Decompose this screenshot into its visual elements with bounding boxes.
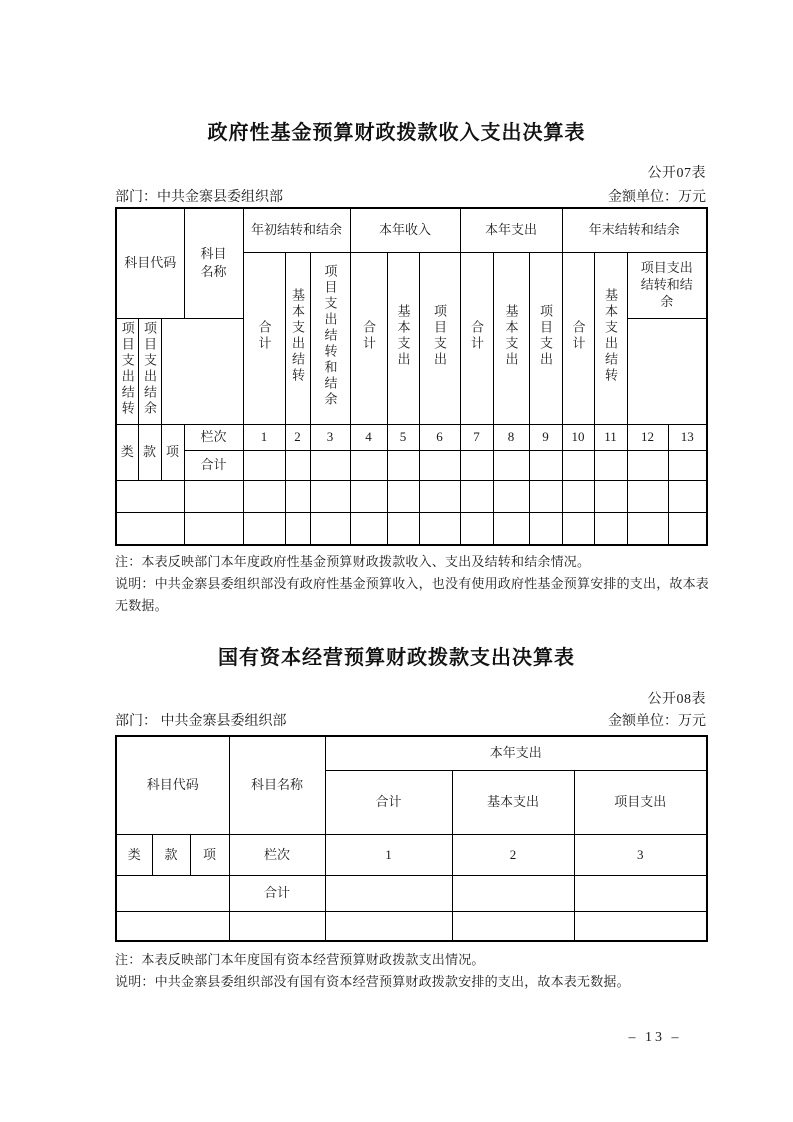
- group-year-income: 本年收入: [350, 208, 460, 252]
- data-cell: [387, 480, 419, 512]
- code-section-header: 款: [152, 834, 190, 875]
- table2-note: 注：本表反映部门本年度国有资本经营预算财政拨款支出情况。: [115, 952, 485, 967]
- group-begin-balance: 年初结转和结余: [243, 208, 350, 252]
- col-header-11: 基本支出结转: [594, 252, 627, 424]
- table2-notes: [115, 949, 709, 993]
- data-cell: [285, 480, 310, 512]
- group-end-balance: 年末结转和结余: [562, 208, 707, 252]
- rank-cell: 6: [419, 424, 460, 450]
- table2-empty-row: [116, 911, 707, 941]
- data-cell: [594, 512, 627, 545]
- data-cell: [460, 450, 493, 480]
- rank-cell: 7: [460, 424, 493, 450]
- table1-title: 政府性基金预算财政拨款收入支出决算表: [207, 122, 586, 144]
- table1-group-header-row: [116, 208, 707, 252]
- data-cell: [184, 480, 243, 512]
- rank-cell: 2: [285, 424, 310, 450]
- data-cell: [387, 450, 419, 480]
- col-header-2: 基本支出: [452, 770, 574, 834]
- data-cell: [460, 480, 493, 512]
- rank-cell: 13: [668, 424, 707, 450]
- col-header-2: 基本支出结转: [285, 252, 310, 424]
- code-class-header: 类: [116, 834, 152, 875]
- data-cell: [574, 875, 707, 911]
- table1-total-row: [116, 450, 707, 480]
- data-cell: [243, 512, 285, 545]
- col-header-8: 基本支出: [493, 252, 529, 424]
- table2-group-header-row: [116, 736, 707, 770]
- data-cell: [116, 911, 229, 941]
- table2: [115, 735, 708, 942]
- table2-rank-row: [116, 834, 707, 875]
- col-header-1: 合计: [243, 252, 285, 424]
- data-cell: [493, 512, 529, 545]
- rank-label: 栏次: [184, 424, 243, 450]
- code-item-header: 项: [161, 424, 184, 480]
- table2-total-row: [116, 875, 707, 911]
- subject-code-header: 科目代码: [116, 208, 184, 318]
- table1-form-number: 公开07表: [647, 166, 706, 181]
- data-cell: [493, 480, 529, 512]
- rank-cell: 8: [493, 424, 529, 450]
- data-cell: [452, 875, 574, 911]
- rank-cell: 12: [627, 424, 668, 450]
- total-label: 合计: [184, 450, 243, 480]
- data-cell: [529, 450, 562, 480]
- data-cell: [350, 480, 387, 512]
- table2-unit: 金额单位：万元: [608, 714, 706, 729]
- data-cell: [285, 512, 310, 545]
- table1-unit: 金额单位：万元: [608, 190, 706, 205]
- rank-cell: 4: [350, 424, 387, 450]
- data-cell: [529, 480, 562, 512]
- data-cell: [350, 512, 387, 545]
- group-year-expense: 本年支出: [325, 736, 707, 770]
- data-cell: [627, 450, 668, 480]
- data-cell: [627, 512, 668, 545]
- col-header-13: 项目支出结余: [138, 318, 161, 424]
- col-header-3: 项目支出结转和结余: [310, 252, 350, 424]
- code-section-header: 款: [138, 424, 161, 480]
- data-cell: [116, 875, 229, 911]
- data-cell: [116, 480, 184, 512]
- subject-code-header: 科目代码: [116, 736, 229, 834]
- table1-explanation: 说明：中共金寨县委组织部没有政府性基金预算收入，也没有使用政府性基金预算安排的支出，故本表无数据。: [115, 576, 710, 613]
- rank-cell: 3: [310, 424, 350, 450]
- col-header-6: 项目支出: [419, 252, 460, 424]
- rank-label: 栏次: [229, 834, 325, 875]
- col-header-3: 项目支出: [574, 770, 707, 834]
- data-cell: [562, 480, 594, 512]
- data-cell: [116, 512, 184, 545]
- data-cell: [594, 450, 627, 480]
- code-class-header: 类: [116, 424, 138, 480]
- data-cell: [310, 450, 350, 480]
- table2-title: 国有资本经营预算财政拨款支出决算表: [218, 647, 575, 669]
- subgroup-project-balance: 项目支出结转和结余: [627, 252, 707, 318]
- table2-meta-line: [115, 710, 706, 730]
- col-header-1: 合计: [325, 770, 452, 834]
- data-cell: [574, 911, 707, 941]
- rank-cell: 10: [562, 424, 594, 450]
- data-cell: [325, 875, 452, 911]
- table2-explanation: 说明：中共金寨县委组织部没有国有资本经营预算财政拨款安排的支出，故本表无数据。: [115, 974, 630, 989]
- table1-rank-row: [116, 424, 707, 450]
- data-cell: [243, 480, 285, 512]
- rank-cell: 2: [452, 834, 574, 875]
- col-header-12: 项目支出结转: [116, 318, 138, 424]
- col-header-5: 基本支出: [387, 252, 419, 424]
- table1-empty-row: [116, 480, 707, 512]
- group-year-expense: 本年支出: [460, 208, 562, 252]
- subject-name-header: 科目名称: [229, 736, 325, 834]
- data-cell: [668, 450, 707, 480]
- data-cell: [285, 450, 310, 480]
- rank-cell: 1: [325, 834, 452, 875]
- total-label: 合计: [229, 875, 325, 911]
- table2-form-number: 公开08表: [647, 692, 706, 707]
- data-cell: [627, 480, 668, 512]
- data-cell: [184, 512, 243, 545]
- rank-cell: 9: [529, 424, 562, 450]
- data-cell: [562, 512, 594, 545]
- table1-department: 部门：中共金寨县委组织部: [115, 190, 283, 205]
- rank-cell: 11: [594, 424, 627, 450]
- table1: [115, 207, 708, 546]
- data-cell: [529, 512, 562, 545]
- table1-empty-row: [116, 512, 707, 545]
- data-cell: [460, 512, 493, 545]
- table1-meta-line: [115, 186, 706, 206]
- rank-cell: 5: [387, 424, 419, 450]
- data-cell: [493, 450, 529, 480]
- col-header-10: 合计: [562, 252, 594, 424]
- page-number: – 13 –: [628, 1030, 682, 1045]
- table1-note: 注：本表反映部门本年度政府性基金预算财政拨款收入、支出及结转和结余情况。: [115, 554, 591, 569]
- data-cell: [419, 450, 460, 480]
- data-cell: [594, 480, 627, 512]
- data-cell: [350, 450, 387, 480]
- data-cell: [452, 911, 574, 941]
- data-cell: [387, 512, 419, 545]
- data-cell: [668, 512, 707, 545]
- data-cell: [229, 911, 325, 941]
- data-cell: [310, 512, 350, 545]
- data-cell: [668, 480, 707, 512]
- data-cell: [325, 911, 452, 941]
- table1-notes: [115, 551, 709, 617]
- data-cell: [243, 450, 285, 480]
- col-header-7: 合计: [460, 252, 493, 424]
- subject-name-header: 科目名称: [184, 208, 243, 318]
- code-item-header: 项: [190, 834, 229, 875]
- col-header-9: 项目支出: [529, 252, 562, 424]
- rank-cell: 1: [243, 424, 285, 450]
- data-cell: [562, 450, 594, 480]
- col-header-4: 合计: [350, 252, 387, 424]
- table2-department: 部门： 中共金寨县委组织部: [115, 714, 287, 729]
- data-cell: [310, 480, 350, 512]
- data-cell: [419, 512, 460, 545]
- data-cell: [419, 480, 460, 512]
- rank-cell: 3: [574, 834, 707, 875]
